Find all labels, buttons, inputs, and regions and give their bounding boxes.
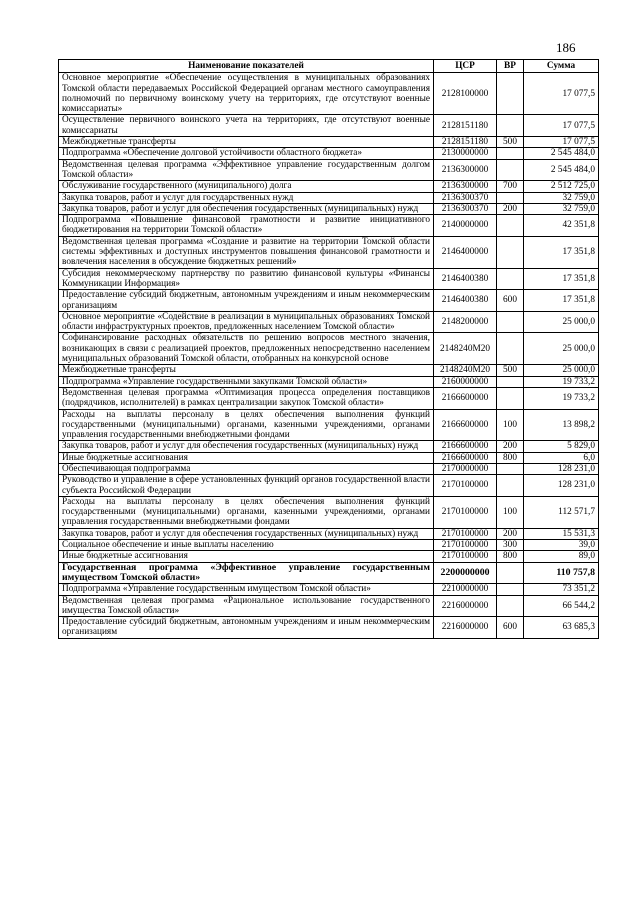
- row-sum: 15 531,3: [524, 528, 599, 539]
- table-row: [59, 463, 599, 474]
- row-vr-code: [497, 115, 524, 137]
- row-csr-code: 2136300000: [434, 181, 497, 192]
- row-sum: 112 571,7: [524, 496, 599, 528]
- row-sum: 17 077,5: [524, 137, 599, 148]
- header-csr: ЦСР: [434, 60, 497, 73]
- table-row: [59, 376, 599, 387]
- row-vr-code: 600: [497, 290, 524, 312]
- row-vr-code: [497, 73, 524, 115]
- row-vr-code: [497, 159, 524, 181]
- row-vr-code: [497, 584, 524, 595]
- row-csr-code: 2200000000: [434, 562, 497, 584]
- row-sum: 25 000,0: [524, 311, 599, 333]
- row-vr-code: [497, 268, 524, 290]
- table-row: [59, 268, 599, 290]
- table-row: [59, 365, 599, 376]
- row-csr-code: 2128100000: [434, 73, 497, 115]
- row-csr-code: 2130000000: [434, 148, 497, 159]
- row-sum: 17 351,8: [524, 268, 599, 290]
- row-csr-code: 2128151180: [434, 137, 497, 148]
- row-csr-code: 2146400000: [434, 236, 497, 268]
- row-csr-code: 2216000000: [434, 617, 497, 639]
- row-name: Государственная программа «Эффективное управление государственным имуществом Томской области»: [59, 562, 434, 584]
- row-csr-code: 2148240М20: [434, 333, 497, 365]
- table-row: [59, 452, 599, 463]
- row-vr-code: [497, 192, 524, 203]
- row-vr-code: 700: [497, 181, 524, 192]
- row-name: Подпрограмма «Управление государственными закупками Томской области»: [59, 376, 434, 387]
- row-vr-code: 300: [497, 540, 524, 551]
- row-vr-code: [497, 333, 524, 365]
- row-vr-code: [497, 236, 524, 268]
- row-sum: 6,0: [524, 452, 599, 463]
- row-vr-code: 200: [497, 528, 524, 539]
- row-csr-code: 2166600000: [434, 409, 497, 441]
- table-row: [59, 496, 599, 528]
- row-name: Подпрограмма «Повышение финансовой грамотности и развитие инициативного бюджетирования на территории Томской области»: [59, 215, 434, 237]
- table-row: [59, 441, 599, 452]
- row-vr-code: 200: [497, 203, 524, 214]
- row-csr-code: 2170000000: [434, 463, 497, 474]
- row-name: Закупка товаров, работ и услуг для обеспечения государственных (муниципальных) нужд: [59, 203, 434, 214]
- table-row: [59, 290, 599, 312]
- row-sum: 32 759,0: [524, 203, 599, 214]
- row-sum: 17 077,5: [524, 115, 599, 137]
- row-name: Социальное обеспечение и иные выплаты населению: [59, 540, 434, 551]
- row-vr-code: [497, 387, 524, 409]
- row-name: Предоставление субсидий бюджетным, автономным учреждениям и иным некоммерческим организациям: [59, 290, 434, 312]
- table-row: [59, 236, 599, 268]
- row-sum: 17 351,8: [524, 236, 599, 268]
- table-row: [59, 333, 599, 365]
- row-vr-code: [497, 475, 524, 497]
- row-vr-code: [497, 311, 524, 333]
- row-name: Межбюджетные трансферты: [59, 137, 434, 148]
- row-sum: 128 231,0: [524, 475, 599, 497]
- table-row: [59, 159, 599, 181]
- table-row: [59, 215, 599, 237]
- table-row: [59, 311, 599, 333]
- row-vr-code: 100: [497, 496, 524, 528]
- row-sum: 17 351,8: [524, 290, 599, 312]
- row-sum: 2 545 484,0: [524, 148, 599, 159]
- table-row: [59, 73, 599, 115]
- budget-table: [58, 59, 599, 639]
- row-name: Ведомственная целевая программа «Оптимизация процесса определения поставщиков (подрядчиков, исполнителей) в рамках централизации закупок Томской области»: [59, 387, 434, 409]
- row-csr-code: 2170100000: [434, 540, 497, 551]
- row-name: Закупка товаров, работ и услуг для обеспечения государственных (муниципальных) нужд: [59, 528, 434, 539]
- row-csr-code: 2170100000: [434, 528, 497, 539]
- row-vr-code: [497, 562, 524, 584]
- row-name: Ведомственная целевая программа «Эффективное управление государственным долгом Томской области»: [59, 159, 434, 181]
- row-vr-code: 800: [497, 452, 524, 463]
- row-sum: 63 685,3: [524, 617, 599, 639]
- row-name: Ведомственная целевая программа «Создание и развитие на территории Томской области системы эффективных и доступных инструментов повышения финансовой грамотности и вовлечения населения в обсуждение бюджетных решений»: [59, 236, 434, 268]
- row-vr-code: [497, 595, 524, 617]
- table-row: [59, 475, 599, 497]
- row-vr-code: [497, 463, 524, 474]
- row-sum: 89,0: [524, 551, 599, 562]
- row-sum: 13 898,2: [524, 409, 599, 441]
- table-row: [59, 181, 599, 192]
- table-row: [59, 584, 599, 595]
- header-name: Наименование показателей: [59, 60, 434, 73]
- row-name: Обслуживание государственного (муниципального) долга: [59, 181, 434, 192]
- row-vr-code: 800: [497, 551, 524, 562]
- row-sum: 128 231,0: [524, 463, 599, 474]
- row-csr-code: 2160000000: [434, 376, 497, 387]
- table-row: [59, 617, 599, 639]
- row-vr-code: 100: [497, 409, 524, 441]
- table-row: [59, 192, 599, 203]
- row-csr-code: 2216000000: [434, 595, 497, 617]
- row-name: Основное мероприятие «Обеспечение осуществления в муниципальных образованиях Томской области передаваемых Российской Федерацией органам местного самоуправления полномочий по первичному воинскому учету на территориях, где отсутствуют военные комиссариаты»: [59, 73, 434, 115]
- row-csr-code: 2136300370: [434, 192, 497, 203]
- row-sum: 42 351,8: [524, 215, 599, 237]
- row-sum: 66 544,2: [524, 595, 599, 617]
- row-sum: 25 000,0: [524, 365, 599, 376]
- row-name: Руководство и управление в сфере установленных функций органов государственной власти субъекта Российской Федерации: [59, 475, 434, 497]
- table-row: [59, 115, 599, 137]
- row-csr-code: 2136300000: [434, 159, 497, 181]
- row-name: Основное мероприятие «Содействие в реализации в муниципальных образованиях Томской области инфраструктурных проектов, предложенных населением Томской области»: [59, 311, 434, 333]
- row-vr-code: [497, 215, 524, 237]
- row-csr-code: 2136300370: [434, 203, 497, 214]
- table-body: [59, 73, 599, 638]
- row-csr-code: 2170100000: [434, 496, 497, 528]
- table-header-row: [59, 60, 599, 73]
- row-name: Закупка товаров, работ и услуг для государственных нужд: [59, 192, 434, 203]
- header-sum: Сумма: [524, 60, 599, 73]
- row-sum: 19 733,2: [524, 376, 599, 387]
- table-row: [59, 528, 599, 539]
- row-sum: 32 759,0: [524, 192, 599, 203]
- row-name: Подпрограмма «Управление государственным имуществом Томской области»: [59, 584, 434, 595]
- row-sum: 25 000,0: [524, 333, 599, 365]
- row-sum: 19 733,2: [524, 387, 599, 409]
- page-number: 186: [556, 40, 576, 55]
- table-row: [59, 387, 599, 409]
- row-csr-code: 2148240М20: [434, 365, 497, 376]
- table-row: [59, 409, 599, 441]
- row-csr-code: 2140000000: [434, 215, 497, 237]
- row-name: Иные бюджетные ассигнования: [59, 452, 434, 463]
- row-csr-code: 2146400380: [434, 268, 497, 290]
- table-row: [59, 540, 599, 551]
- row-csr-code: 2146400380: [434, 290, 497, 312]
- row-csr-code: 2148200000: [434, 311, 497, 333]
- row-csr-code: 2166600000: [434, 452, 497, 463]
- row-sum: 39,0: [524, 540, 599, 551]
- row-sum: 2 512 725,0: [524, 181, 599, 192]
- row-sum: 5 829,0: [524, 441, 599, 452]
- row-csr-code: 2170100000: [434, 551, 497, 562]
- row-name: Ведомственная целевая программа «Рациональное использование государственного имущества Томской области»: [59, 595, 434, 617]
- row-csr-code: 2210000000: [434, 584, 497, 595]
- table-row: [59, 595, 599, 617]
- row-csr-code: 2170100000: [434, 475, 497, 497]
- row-vr-code: 200: [497, 441, 524, 452]
- header-vr: ВР: [497, 60, 524, 73]
- row-vr-code: 600: [497, 617, 524, 639]
- row-name: Обеспечивающая подпрограмма: [59, 463, 434, 474]
- row-name: Иные бюджетные ассигнования: [59, 551, 434, 562]
- row-name: Расходы на выплаты персоналу в целях обеспечения выполнения функций государственными (муниципальными) органами, казенными учреждениями, органами управления государственными внебюджетными фондами: [59, 496, 434, 528]
- row-name: Субсидия некоммерческому партнерству по развитию финансовой культуры «Финансы Коммуникации Информация»: [59, 268, 434, 290]
- row-name: Подпрограмма «Обеспечение долговой устойчивости областного бюджета»: [59, 148, 434, 159]
- table-row: [59, 137, 599, 148]
- row-name: Осуществление первичного воинского учета на территориях, где отсутствуют военные комиссариаты: [59, 115, 434, 137]
- row-sum: 73 351,2: [524, 584, 599, 595]
- row-sum: 110 757,8: [524, 562, 599, 584]
- table-row: [59, 203, 599, 214]
- table-row: [59, 551, 599, 562]
- row-csr-code: 2166600000: [434, 387, 497, 409]
- row-name: Межбюджетные трансферты: [59, 365, 434, 376]
- row-name: Предоставление субсидий бюджетным, автономным учреждениям и иным некоммерческим организациям: [59, 617, 434, 639]
- table-row: [59, 562, 599, 584]
- row-sum: 17 077,5: [524, 73, 599, 115]
- row-vr-code: [497, 376, 524, 387]
- row-vr-code: 500: [497, 137, 524, 148]
- table-row: [59, 148, 599, 159]
- row-name: Софинансирование расходных обязательств по решению вопросов местного значения, возникающих в связи с реализацией проектов, предложенных непосредственно населением муниципальных образований Томской области, отобранных на конкурсной основе: [59, 333, 434, 365]
- row-name: Закупка товаров, работ и услуг для обеспечения государственных (муниципальных) нужд: [59, 441, 434, 452]
- row-name: Расходы на выплаты персоналу в целях обеспечения выполнения функций государственными (муниципальными) органами, казенными учреждениями, органами управления государственными внебюджетными фондами: [59, 409, 434, 441]
- row-vr-code: 500: [497, 365, 524, 376]
- row-sum: 2 545 484,0: [524, 159, 599, 181]
- row-vr-code: [497, 148, 524, 159]
- row-csr-code: 2166600000: [434, 441, 497, 452]
- row-csr-code: 2128151180: [434, 115, 497, 137]
